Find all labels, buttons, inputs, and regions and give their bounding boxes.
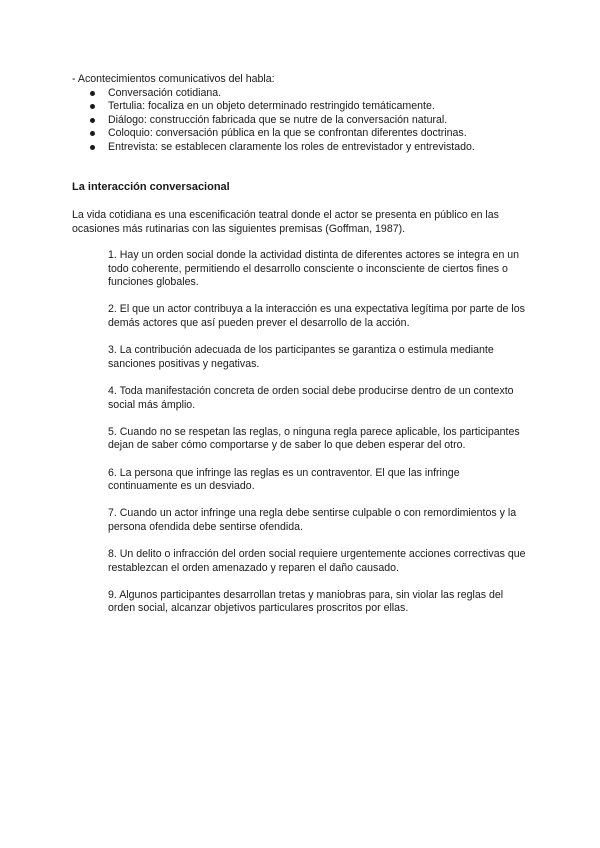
rule-item: 5. Cuando no se respetan las reglas, o ninguna regla parece aplicable, los participantes dejan de saber cómo comportarse y de saber lo que deben esperar del otro.	[108, 425, 520, 452]
intro-section	[72, 73, 542, 155]
bullet-icon	[90, 118, 95, 123]
list-item: Tertulia: focaliza en un objeto determinado restringido temáticamente.	[87, 100, 542, 114]
rule-item: 4. Toda manifestación concreta de orden social debe producirse dentro de un contexto social más ámplio.	[108, 384, 514, 411]
list-item: Conversación cotidiana.	[87, 87, 542, 101]
list-item: Entrevista: se establecen claramente los roles de entrevistador y entrevistado.	[87, 141, 542, 155]
rule-item: 7. Cuando un actor infringe una regla debe sentirse culpable o con remordimientos y la persona ofendida debe sentirse ofendida.	[108, 507, 517, 533]
bullet-icon	[90, 131, 95, 136]
bullet-icon	[90, 91, 95, 96]
rule-item: 8. Un delito o infracción del orden social requiere urgentemente acciones correctivas que restablezcan el orden amenazado y reparen el daño causado.	[108, 548, 526, 574]
rule-item: 6. La persona que infringe las reglas es un contraventor. El que las infringe continuamente es un desviado.	[108, 466, 460, 493]
rule-item: 9. Algunos participantes desarrollan tretas y maniobras para, sin violar las reglas del orden social, alcanzar objetivos particulares proscritos por ellas.	[108, 588, 504, 615]
bullet-icon	[90, 104, 95, 109]
rule-item: 3. La contribución adecuada de los participantes se garantiza o estimula mediante sanciones positivas y negativas.	[108, 344, 494, 370]
rule-item: 2. El que un actor contribuya a la interacción es una expectativa legítima por parte de los demás actores que así pueden prever el desarrollo de la acción.	[108, 303, 525, 329]
rule-item: 1. Hay un orden social donde la actividad distinta de diferentes actores se integra en un todo coherente, permitiendo el desarrollo consciente o inconsciente de ciertos fines o funciones globales.	[108, 249, 520, 289]
list-item: Coloquio: conversación pública en la que se confrontan diferentes doctrinas.	[87, 127, 542, 141]
list-item: Diálogo: construcción fabricada que se nutre de la conversación natural.	[87, 114, 542, 128]
bullet-list	[72, 87, 542, 155]
intro-lead: - Acontecimientos comunicativos del habla:	[72, 73, 275, 85]
rules-list	[108, 249, 528, 630]
bullet-icon	[90, 145, 95, 150]
section-heading: La interacción conversacional	[72, 181, 230, 193]
section-paragraph: La vida cotidiana es una escenificación teatral donde el actor se presenta en público en las ocasiones más rutinarias con las siguientes premisas (Goffman, 1987).	[72, 209, 499, 235]
